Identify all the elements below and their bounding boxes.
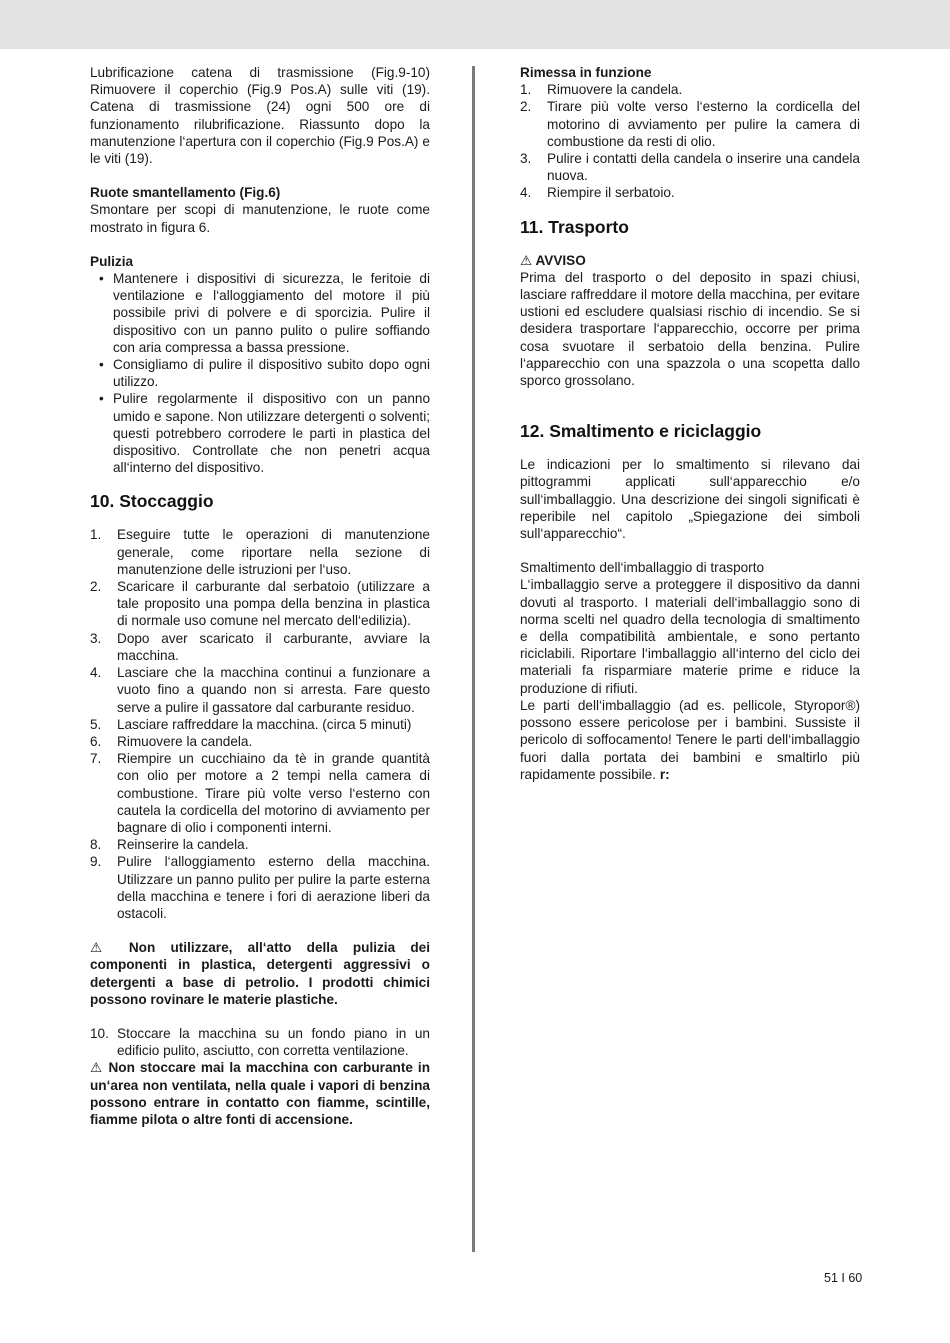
list-item: 8. Reinserire la candela. [90, 837, 249, 853]
top-band [0, 0, 950, 49]
list-item: • Pulire regolarmente il dispositivo con un panno umido e sapone. Non utilizzare detergenti o solventi; questi potrebbero corrodere le parti in plastica del dispositivo. Controllate che non penetri acqua all‘interno del dispositivo. [99, 391, 430, 476]
list-item: 5. Lasciare raffreddare la macchina. (circa 5 minuti) [90, 716, 412, 732]
restart-heading: Rimessa in funzione [520, 65, 652, 80]
bullet-dot-icon: • [99, 271, 104, 287]
storage-heading: 10. Stoccaggio [90, 491, 214, 512]
storage-step-10 [90, 1025, 430, 1059]
warning-triangle-icon: ⚠ [90, 1060, 104, 1076]
list-item: 2. Tirare più volte verso l‘esterno la cordicella del motorino di avviamento per pulire la camera di combustione da resti di olio. [520, 99, 860, 149]
list-item: • Mantenere i dispositivi di sicurezza, le feritoie di ventilazione e l‘alloggiamento del motore il più possibile privi di polvere e di sporcizia. Pulire il dispositivo con un panno pulito o pulire soffiando con aria compressa a bassa pressione. [99, 271, 430, 355]
list-item: 3. Pulire i contatti della candela o inserire una candela nuova. [520, 151, 860, 184]
left-column [90, 64, 430, 1128]
storage-steps [90, 526, 430, 922]
chain-lubrication-paragraph: Lubrificazione catena di trasmissione (Fig.9-10) Rimuovere il coperchio (Fig.9 Pos.A) sulle viti (19). Catena di trasmissione (24) ogni 500 ore di funzionamento rilubrificazione. Riassunto dopo la manutenzione l‘apertura con il coperchio (Fig.9 Pos.A) e le viti (19). [90, 65, 430, 167]
disposal-intro: Le indicazioni per lo smaltimento si rilevano dai pittogrammi applicati sull‘apparecchio e/o sull‘imballaggio. Una descrizione dei singoli significati è reperibile nel capitolo „Spiegazione dei simboli sull‘apparecchio“. [520, 457, 860, 542]
transport-text: Prima del trasporto o del deposito in spazi chiusi, lasciare raffreddare il motore della macchina, per evitare ustioni ed escludere qualsiasi rischio di incendio. Se si desidera trasportare l‘apparecchio, occorre per prima cosa svuotare il serbatoio della benzina. Pulire l‘apparecchio con una spazzola o una scopetta dallo sporco grossolano. [520, 269, 860, 389]
list-item: 2. Scaricare il carburante dal serbatoio (utilizzare a tale proposito una pompa della benzina in plastica di normale uso comune nel mercato dell‘edilizia). [90, 579, 430, 629]
list-item: 7. Riempire un cucchiaino da tè in grande quantità con olio per motore a 2 tempi nella camera di combustione. Tirare più volte verso l‘esterno con cautela la cordicella del motorino di avviamento per bagnare di olio i componenti interni. [90, 751, 430, 835]
list-item: • Consigliamo di pulire il dispositivo subito dopo ogni utilizzo. [99, 357, 430, 390]
restart-steps [520, 81, 860, 201]
fuel-warning: ⚠ Non stoccare mai la macchina con carburante in un‘area non ventilata, nella quale i vapori di benzina possono entrare in contatto con fiamme, scintille, fiamme pilota o altre fonti di accensione. [90, 1060, 431, 1127]
list-item: 1. Eseguire tutte le operazioni di manutenzione generale, come riportare nella sezione di manutenzione delle istruzioni per l‘uso. [90, 527, 430, 577]
avviso-heading: ⚠ AVVISO [520, 252, 586, 268]
packaging-text: L‘imballaggio serve a proteggere il dispositivo da danni dovuti al trasporto. I materiali dell‘imballaggio sono di norma scelti nel quadro della tecnologia di smaltimento e della compatibilità ambientale, e sono pertanto riciclabili. Riportare l‘imballaggio all‘interno del ciclo dei materiali fa risparmiare materie prime e riduce la produzione di rifiuti. [520, 577, 860, 696]
cleaning-list [90, 270, 430, 476]
list-item: 4. Riempire il serbatoio. [520, 185, 675, 201]
list-item: 1. Rimuovere la candela. [520, 82, 683, 98]
warning-triangle-icon: ⚠ [520, 252, 533, 268]
plastic-parts-text: Le parti dell‘imballaggio (ad es. pellicole, Styropor®) possono essere pericolose per i bambini. Sussiste il pericolo di soffocamento! Tenere le parti dell‘imballaggio fuori dalla portata dei bambini e smaltirlo più rapidamente possibile. r: [520, 697, 860, 782]
column-divider [472, 66, 475, 1252]
bullet-dot-icon: • [99, 357, 104, 373]
plastic-warning: ⚠ Non utilizzare, all‘atto della pulizia dei componenti in plastica, detergenti aggressivi o detergenti a base di petrolio. I prodotti chimici possono rovinare le materie plastiche. [90, 940, 430, 1007]
transport-heading: 11. Trasporto [520, 216, 629, 237]
trailing-mark: r: [659, 766, 670, 782]
warning-triangle-icon: ⚠ [90, 940, 114, 956]
bullet-dot-icon: • [99, 391, 104, 407]
wheels-heading: Ruote smantellamento (Fig.6) [90, 185, 281, 201]
list-item: 10. Stoccare la macchina su un fondo piano in un edificio pulito, asciutto, con corretta ventilazione. [90, 1025, 430, 1059]
list-item: 3. Dopo aver scaricato il carburante, avviare la macchina. [90, 630, 430, 663]
cleaning-heading: Pulizia [90, 253, 134, 269]
page-number: 51 I 60 [824, 1271, 863, 1285]
wheels-text: Smontare per scopi di manutenzione, le ruote come mostrato in figura 6. [90, 202, 430, 235]
packaging-heading: Smaltimento dell‘imballaggio di trasporto [520, 560, 765, 576]
list-item: 9. Pulire l‘alloggiamento esterno della macchina. Utilizzare un panno pulito per pulire la parte esterna della macchina e tenere i fori di aerazione liberi da ostacoli. [90, 854, 430, 921]
list-item: 6. Rimuovere la candela. [90, 733, 253, 749]
list-item: 4. Lasciare che la macchina continui a funzionare a vuoto fino a quando non si arresta. Fare questo serve a pulire il gassatore dal carburante residuo. [90, 665, 430, 715]
right-column [520, 64, 860, 783]
disposal-heading: 12. Smaltimento e riciclaggio [520, 421, 762, 442]
